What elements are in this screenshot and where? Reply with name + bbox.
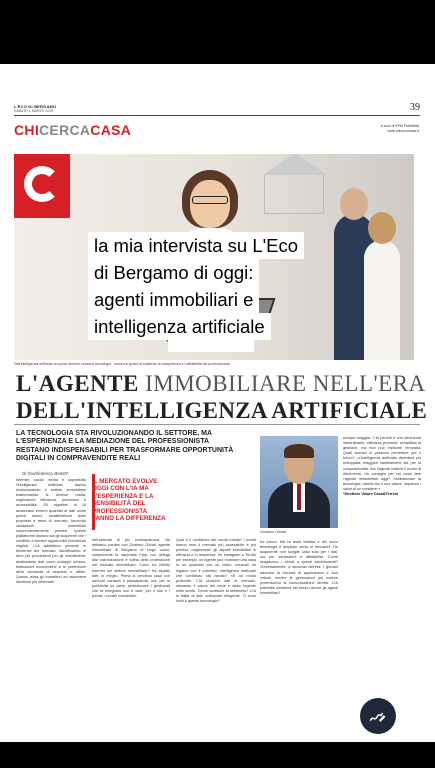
newspaper-page — [0, 64, 435, 742]
article-column-5 — [343, 436, 421, 706]
article-column-1: Internet, social media e soprattutto l'intelligenza artificiale stanno rivoluzionando il settore immobiliare trasformando le diverse realtà, migliorando efficienza, precisione e accessibilità. Gli algoritmi di IA analizzano enormi quantità di dati come prezzi storici, caratteristiche delle proprietà e trend di mercato, fornendo valutazioni immobiliari sorprendentemente precise. Queste piattaforme aiutano sia gli acquirenti che i venditori a trovare opportunità immobiliari migliori. L'IA addirittura prevede le tendenze del mercato, identificando le aree più promettenti per gli investimenti, analizzando dati come sviluppo urbano, fluttuazioni economiche e le preferenze della domanda di acquisto e affitto. Questo aiuta gli investitori ad assumere decisioni più informate. — [16, 478, 86, 584]
publication-date: SABATO 1 MARZO 2025 — [14, 109, 54, 113]
publication-name: L'ECO DI BERGAMO — [14, 104, 57, 109]
header-rule — [14, 115, 420, 116]
bottom-black-bar — [0, 742, 435, 768]
overlay-line-4: intelligenza artificiale — [88, 313, 271, 340]
story-overlay-text — [88, 232, 418, 340]
article-headline-line1: L'AGENTE IMMOBILIARE NELL'ERA — [16, 371, 426, 396]
portrait-caption: Gustavo Olivati — [260, 530, 286, 534]
article-subhead: LA TECNOLOGIA STA RIVOLUZIONANDO IL SETTORE, MA L'ESPERIENZA E LA MEDIAZIONE DEL PROFESSIONISTA RESTANO INDISPENSABILI PER TRASFORMARE OPPORTUNITÀ DIGITALI IN COMPRAVENDITE REALI — [16, 430, 234, 462]
overlay-line-2: di Bergamo di oggi: — [88, 259, 259, 286]
article-column-3: Qual è il contributo dei social media? I social hanno reso il mercato più accessibile e più preciso, migliorando gli aspetti immobiliari in efficacia e in ampiezza. Su Instagram o TikTok per esempio, un agente può mostrare una casa in un qualsiasi con un video, creando un legame con il pubblico. Intelligenza artificiale che contributo sta dando? «È un modo profondo. L'IA produce dati di mercato, stimando il valore del bene e aiuta l'agente nelle scelte. Come sostituire la sentinella? L'IA si tratta di dati, sottoposti all'agente. Ti sono limiti a queste tecnologie? — [176, 538, 256, 604]
house-sketch-icon — [264, 174, 324, 214]
article-column-2: dell'azienda di più centoqualcosa. Ne abbiamo parlato con Gustavo Olivati, agente immobiliare di Bergamo di lungo corso, componente la nazionale Fiaip con delega alla valorizzazione e tutela della professione nel mercato immobiliare. Come ha influito Internet nel settore immobiliare? Ha aiutato tutti, in meglio. Prima si vendeva casa con annunci cartacei e passaparola; ora, per la pubblicità su carta, perfezionare i gestionali che la integrano con il web, per il sito e i portali, i portali immobiliari. — [92, 538, 170, 599]
brand-part-chi: CHI — [14, 122, 40, 138]
brand-part-cerca: CERCA — [39, 122, 91, 138]
overlay-line-3: agenti immobiliari e — [88, 286, 259, 313]
article-headline-line2: DELL'INTELLIGENZA ARTIFICIALE — [16, 398, 428, 423]
article-column-4: tra prezzi. Ma IA resta limitata e dei nuovi tecnologia è ampliato verso le emozioni. Un acquirente non sceglie casa solo per i dati, ma per sensazioni e affidabilità. Come reagiscono i clienti a questi cambiamenti? «Diversamente, a seconda dell'età. I giovani adorano la velocità di applicazioni e tour virtuali, mentre le generazioni più mature preferiscono la comunicazione diretta. L'IA potrebbe sostituire nel tempo anche gli agenti immobiliari? — [260, 540, 338, 595]
article-column-5-text: sempre maggior. L'IA perché è uno strumento straordinario: ottimizza processi, semplifica la gestione, ma non può replicare l'empatia. Quali scenari si possono prevedere per il futuro? «L'intelligenza artificiale diventerà più sviluppata, maggiori cambiamenti sia per la compravendita, ma l'agente resterà il punto di riferimento. Un consiglio per chi vuole fare l'agente immobiliare oggi? «Abbracciare la tecnologia, usarla con il suo valore, imparare i valori di un mestiere.» — [343, 436, 421, 491]
chicercacasa-logo-icon — [14, 154, 70, 218]
author-signature: *Direttore Valore Casa&Terreni — [343, 492, 399, 497]
headline-rule — [14, 424, 420, 425]
overlay-line-1: la mia intervista su L'Eco — [88, 232, 304, 259]
article-byline: Di Gianfederico Belotti* — [22, 471, 69, 476]
article-pullquote: IL MERCATO EVOLVE OGGI CON L'IA MA L'ESPERIENZA E LA SENSIBILITÀ DEL PROFESSIONISTA FANNO LA DIFFERENZA — [92, 478, 166, 523]
hero-caption: Dall'intelligenza artificiale ai social network nessuna tecnologia ancora in grado di sostituire la competenza e l'affidabilità del professionista — [14, 362, 230, 366]
top-black-bar — [0, 0, 435, 64]
section-brand — [14, 122, 131, 138]
brand-credits — [381, 124, 419, 134]
interviewee-portrait — [260, 436, 338, 528]
signature-pen-icon — [368, 706, 388, 726]
markup-tool-button[interactable] — [360, 698, 396, 734]
page-number: 39 — [410, 102, 420, 113]
brand-part-casa: CASA — [90, 122, 132, 138]
brand-website: www.chicercacasa.it — [387, 129, 419, 133]
brand-by-line: A cura di SPM Pubblicità — [380, 124, 419, 128]
